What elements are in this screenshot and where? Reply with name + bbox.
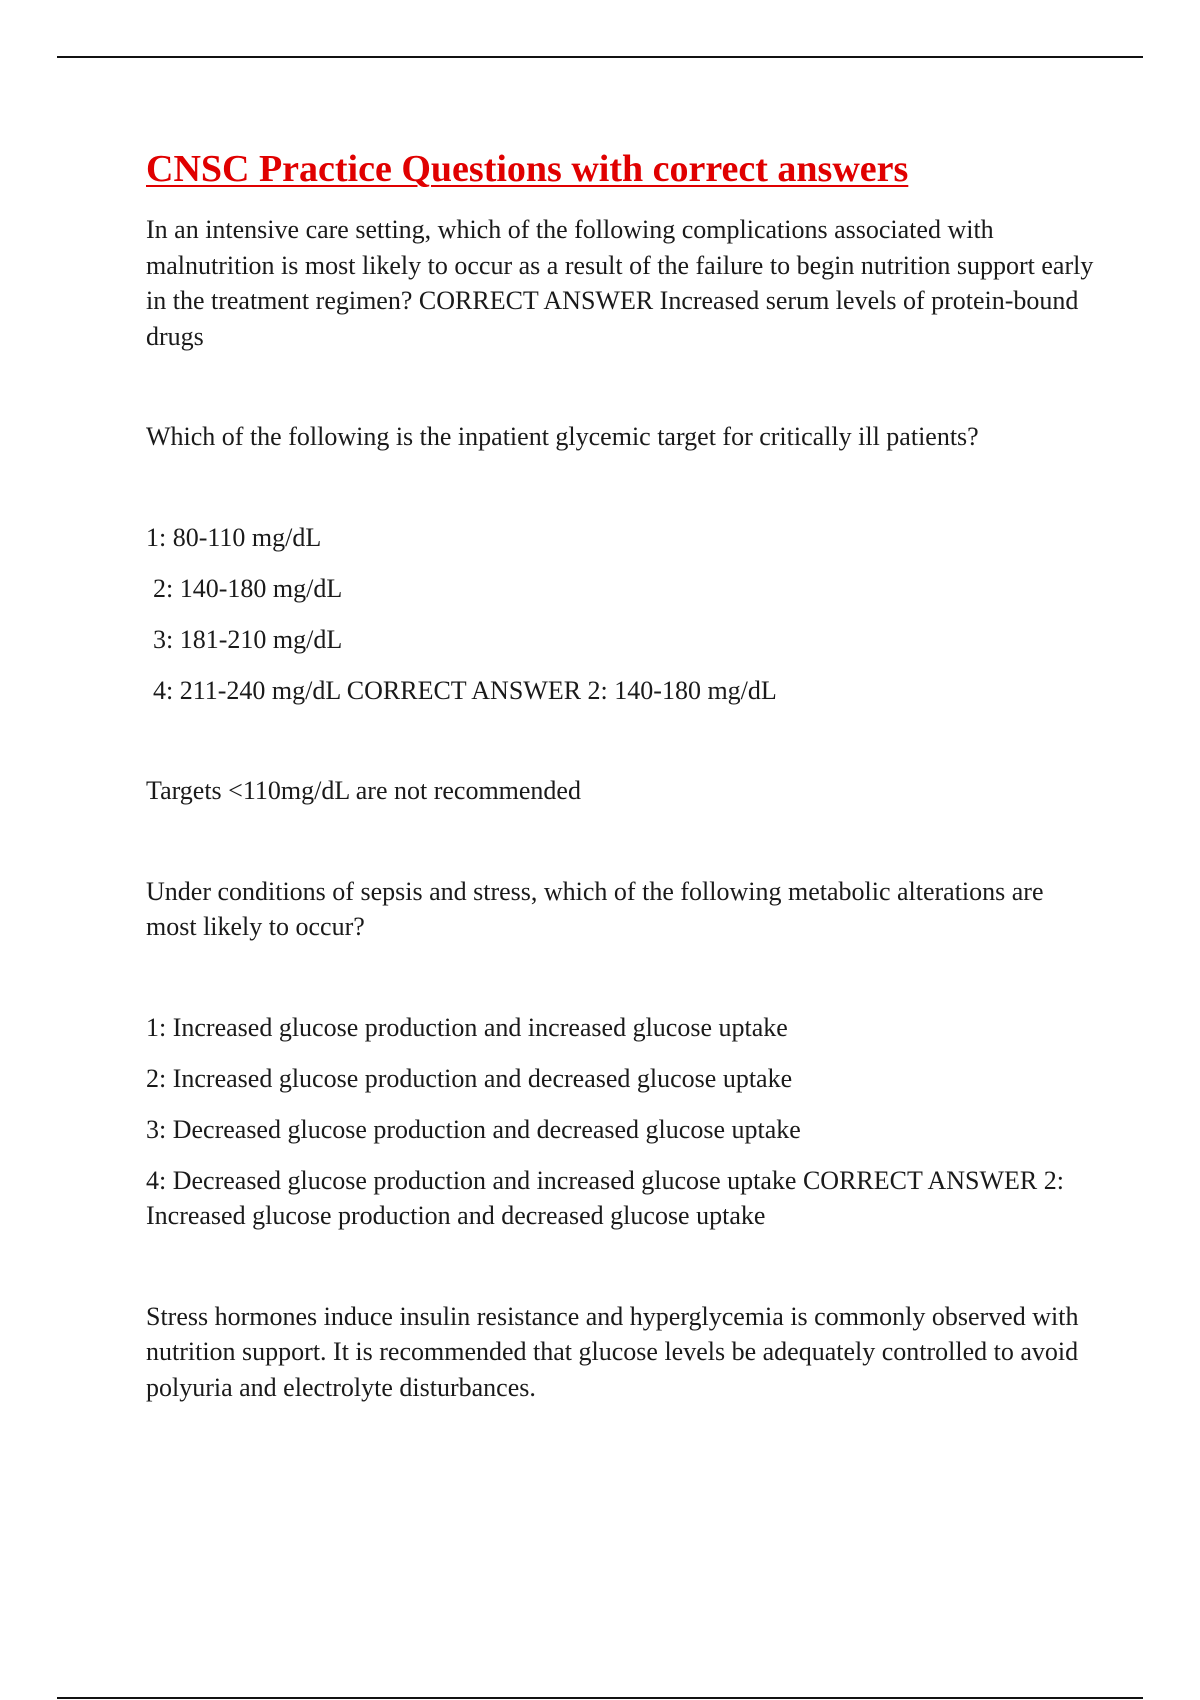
document-title: CNSC Practice Questions with correct answers (146, 148, 909, 190)
question-2-option: 2: 140-180 mg/dL (153, 573, 343, 603)
question-2-option: 3: 181-210 mg/dL (153, 624, 343, 654)
question-2-option: 4: 211-240 mg/dL CORRECT ANSWER 2: 140-180 mg/dL (153, 675, 777, 705)
question-3-option: 1: Increased glucose production and increased glucose uptake (146, 1012, 788, 1042)
question-3-note: Stress hormones induce insulin resistance and hyperglycemia is commonly observed with nutrition support. It is recommended that glucose levels be adequately controlled to avoid polyuria and electrolyte disturbances. (146, 1301, 1079, 1402)
question-3-option: 3: Decreased glucose production and decreased glucose uptake (146, 1114, 801, 1144)
question-3-options (146, 1010, 1096, 1234)
document-body (146, 146, 1096, 1470)
question-3-option: 2: Increased glucose production and decreased glucose uptake (146, 1063, 793, 1093)
bottom-rule (57, 1697, 1143, 1699)
top-rule (57, 56, 1143, 58)
question-2-options (146, 520, 1096, 709)
question-2-text: Which of the following is the inpatient glycemic target for critically ill patients? (146, 422, 979, 451)
question-2-option: 1: 80-110 mg/dL (146, 522, 322, 552)
question-1-text: In an intensive care setting, which of the following complications associated with malnutrition is most likely to occur as a result of the failure to begin nutrition support early in the treatment regimen? CORRECT ANSWER Increased serum levels of protein-bound drugs (146, 215, 1094, 351)
question-2-note: Targets <110mg/dL are not recommended (146, 776, 581, 805)
question-3-option: 4: Decreased glucose production and increased glucose uptake CORRECT ANSWER 2: Increased glucose production and decreased glucose uptake (146, 1165, 1064, 1230)
question-3-text: Under conditions of sepsis and stress, which of the following metabolic alterations are most likely to occur? (146, 876, 1044, 941)
